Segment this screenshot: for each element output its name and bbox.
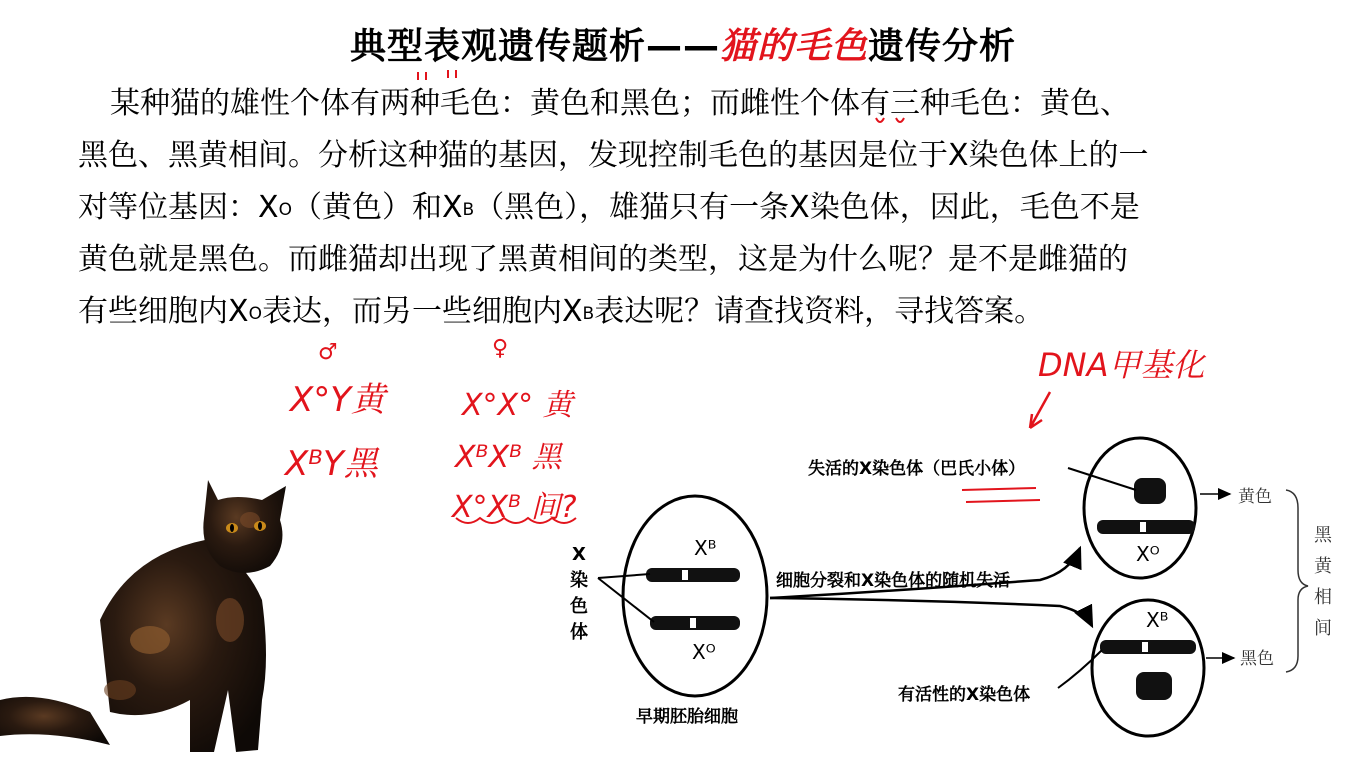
dna-methylation-note: DNA甲基化: [1038, 346, 1205, 384]
early-cell-xb-label: Xᴮ: [694, 536, 717, 560]
line3-part-c: （黄色）和X: [291, 190, 463, 225]
bottom-cell-x-label: Xᴮ: [1146, 608, 1169, 632]
male-genotype-yellow: X°Y黄: [290, 380, 386, 420]
female-genotype-yellow: X°X° 黄: [462, 388, 573, 423]
male-genotype-black: XᴮY黑: [285, 444, 378, 484]
female-symbol: ♀: [492, 336, 509, 361]
x-chromosome-label: X染色体: [570, 544, 588, 643]
inactive-x-label: 失活的X染色体（巴氏小体）: [808, 459, 1026, 479]
black-output-label: 黑色: [1240, 649, 1274, 669]
male-symbol: ♂: [318, 340, 338, 365]
mixed-output-label: 黑黄相间: [1314, 525, 1332, 639]
title-prefix: 典型表观遗传题析——: [349, 26, 720, 67]
female-genotype-black: XᴮXᴮ 黑: [455, 440, 562, 475]
paragraph-line-1: 某种猫的雄性个体有两种毛色：黄色和黑色；而雌性个体有三种毛色：黄色、: [110, 86, 1130, 121]
title-highlight: 猫的毛色: [719, 25, 868, 67]
active-x-label: 有活性的X染色体: [898, 685, 1031, 705]
process-label: 细胞分裂和X染色体的随机失活: [776, 571, 1011, 591]
allele-o-superscript-2: O: [248, 304, 262, 324]
line5-part-a: 有些细胞内X: [78, 294, 249, 329]
early-cell-label: 早期胚胎细胞: [636, 707, 738, 727]
top-cell-x-label: Xᴼ: [1136, 542, 1160, 566]
line3-part-e: （黑色），雄猫只有一条X染色体，因此，毛色不是: [474, 190, 1140, 225]
yellow-output-label: 黄色: [1238, 487, 1272, 507]
early-cell-xo-label: Xᴼ: [692, 640, 716, 664]
line3-part-a: 对等位基因：X: [78, 190, 279, 225]
allele-o-superscript: O: [278, 200, 292, 220]
line5-part-e: 表达呢？请查找资料，寻找答案。: [594, 294, 1045, 329]
early-embryo-cell: [623, 496, 767, 696]
paragraph-line-2: 黑色、黑黄相间。分析这种猫的基因，发现控制毛色的基因是位于X染色体上的一: [78, 138, 1149, 173]
title-suffix: 遗传分析: [868, 26, 1017, 67]
line5-part-c: 表达，而另一些细胞内X: [261, 294, 583, 329]
allele-b-superscript-2: B: [582, 304, 595, 324]
paragraph-line-4: 黄色就是黑色。而雌猫却出现了黑黄相间的类型，这是为什么呢？是不是雌猫的: [78, 242, 1128, 277]
allele-b-superscript: B: [462, 200, 475, 220]
female-genotype-mixed: X°Xᴮ 间?: [452, 490, 577, 525]
